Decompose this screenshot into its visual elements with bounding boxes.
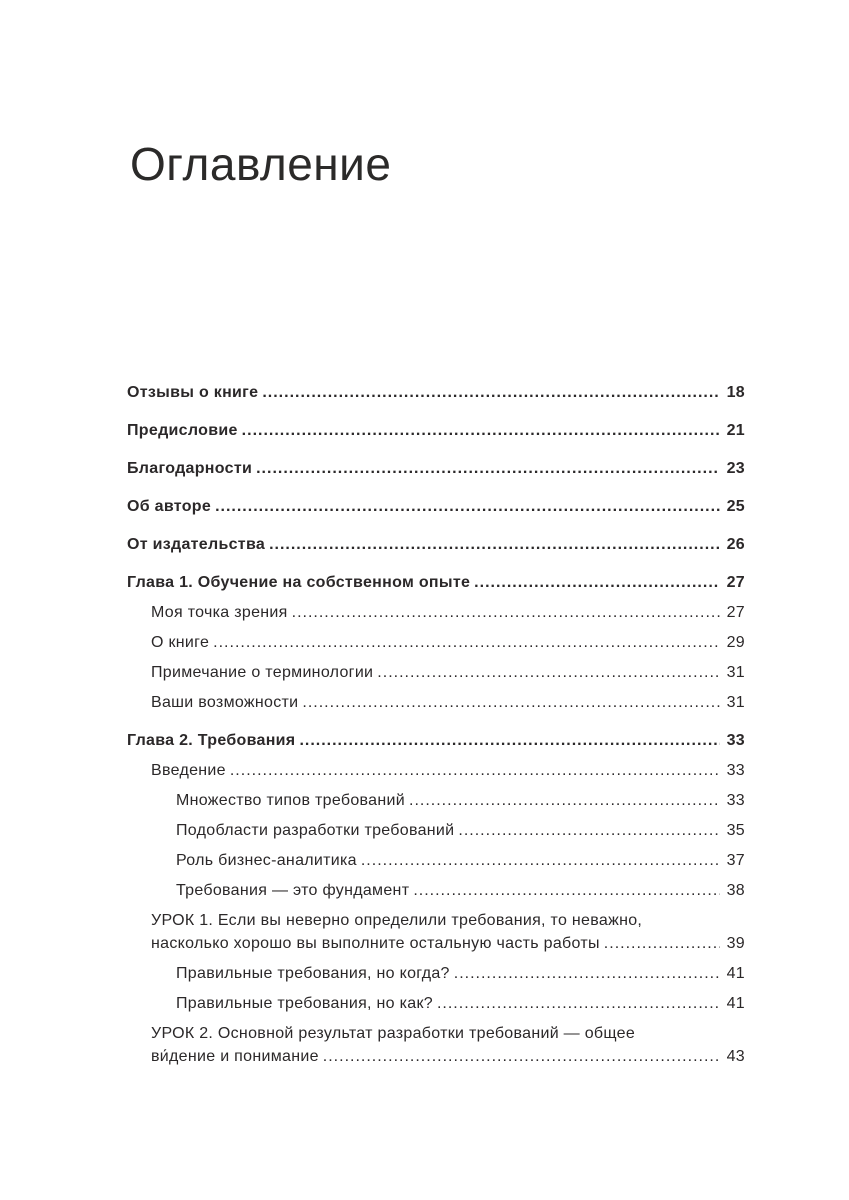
toc-entry-page: 31	[726, 664, 745, 681]
toc-entry-label: Введение	[151, 762, 226, 779]
toc-entry-page: 26	[726, 536, 745, 553]
toc-entry-page: 35	[726, 822, 745, 839]
toc-entry-wrap-line: УРОК 2. Основной результат разработки требований — общее	[151, 1025, 636, 1042]
toc-entry-label: От издательства	[127, 536, 266, 553]
toc-entry-page: 33	[726, 762, 745, 779]
toc-entry	[127, 759, 745, 782]
dot-leader	[409, 789, 720, 812]
toc-entry-label: Благодарности	[127, 460, 253, 477]
dot-leader	[292, 601, 720, 624]
toc-entry-page: 21	[726, 422, 745, 439]
toc-entry	[127, 849, 745, 872]
toc-entry-page: 38	[726, 882, 745, 899]
toc-entry-page: 33	[726, 792, 745, 809]
toc-entry	[127, 992, 745, 1015]
dot-leader	[213, 631, 719, 654]
toc-entry-label: ви́дение и понимание	[151, 1048, 319, 1065]
toc-entry	[127, 691, 745, 714]
toc-entry-page: 37	[726, 852, 745, 869]
toc-entry-label: Отзывы о книге	[127, 384, 259, 401]
toc-entry-page: 41	[726, 995, 745, 1012]
toc-entry-label: О книге	[151, 634, 210, 651]
toc-entry-page: 18	[726, 384, 745, 401]
toc-entry-label: насколько хорошо вы выполните остальную часть работы	[151, 935, 600, 952]
dot-leader	[474, 571, 719, 594]
toc-entry	[127, 571, 745, 594]
toc-entry-label: Правильные требования, но как?	[176, 995, 433, 1012]
toc-entry	[127, 1022, 745, 1068]
dot-leader	[413, 879, 719, 902]
toc-entry-label: Об авторе	[127, 498, 212, 515]
dot-leader	[437, 992, 720, 1015]
toc-entry-page: 43	[726, 1048, 745, 1065]
toc-entry-label: Требования — это фундамент	[176, 882, 410, 899]
toc-entry-label: Примечание о терминологии	[151, 664, 374, 681]
toc-entry-label: Подобласти разработки требований	[176, 822, 455, 839]
page-title: Оглавление	[130, 138, 392, 190]
toc-entry	[127, 533, 745, 556]
toc-entry-page: 39	[726, 935, 745, 952]
toc-entry-wrap-line: УРОК 1. Если вы неверно определили требования, то неважно,	[151, 912, 643, 929]
toc-entry-label: Глава 1. Обучение на собственном опыте	[127, 574, 471, 591]
toc-entry	[127, 819, 745, 842]
dot-leader	[299, 729, 719, 752]
toc-entry	[127, 729, 745, 752]
toc-entry	[127, 457, 745, 480]
dot-leader	[458, 819, 719, 842]
toc-entry-page: 41	[726, 965, 745, 982]
dot-leader	[377, 661, 719, 684]
toc-entry-page: 33	[726, 732, 745, 749]
dot-leader	[454, 962, 720, 985]
toc-entry	[127, 631, 745, 654]
toc-entry	[127, 909, 745, 955]
toc-entry-label: Правильные требования, но когда?	[176, 965, 450, 982]
toc-entry-page: 27	[726, 604, 745, 621]
dot-leader	[256, 457, 719, 480]
toc-entry	[127, 419, 745, 442]
toc-entry	[127, 495, 745, 518]
toc-entry-page: 29	[726, 634, 745, 651]
dot-leader	[302, 691, 719, 714]
toc-entry	[127, 789, 745, 812]
dot-leader	[262, 381, 719, 404]
dot-leader	[604, 932, 720, 955]
toc-entry-page: 25	[726, 498, 745, 515]
toc-list	[127, 381, 745, 1068]
toc-entry-label: Предисловие	[127, 422, 238, 439]
dot-leader	[361, 849, 720, 872]
toc-entry-label: Множество типов требований	[176, 792, 405, 809]
dot-leader	[269, 533, 720, 556]
dot-leader	[230, 759, 720, 782]
dot-leader	[323, 1045, 720, 1068]
toc-entry-page: 23	[726, 460, 745, 477]
toc-entry	[127, 879, 745, 902]
dot-leader	[242, 419, 720, 442]
toc-entry-label: Ваши возможности	[151, 694, 299, 711]
toc-entry-label: Моя точка зрения	[151, 604, 288, 621]
toc-entry-label: Глава 2. Требования	[127, 732, 296, 749]
toc-entry-page: 27	[726, 574, 745, 591]
toc-entry-page: 31	[726, 694, 745, 711]
toc-entry	[127, 661, 745, 684]
toc-entry	[127, 381, 745, 404]
toc-entry	[127, 601, 745, 624]
dot-leader	[215, 495, 720, 518]
toc-entry	[127, 962, 745, 985]
toc-entry-label: Роль бизнес-аналитика	[176, 852, 357, 869]
